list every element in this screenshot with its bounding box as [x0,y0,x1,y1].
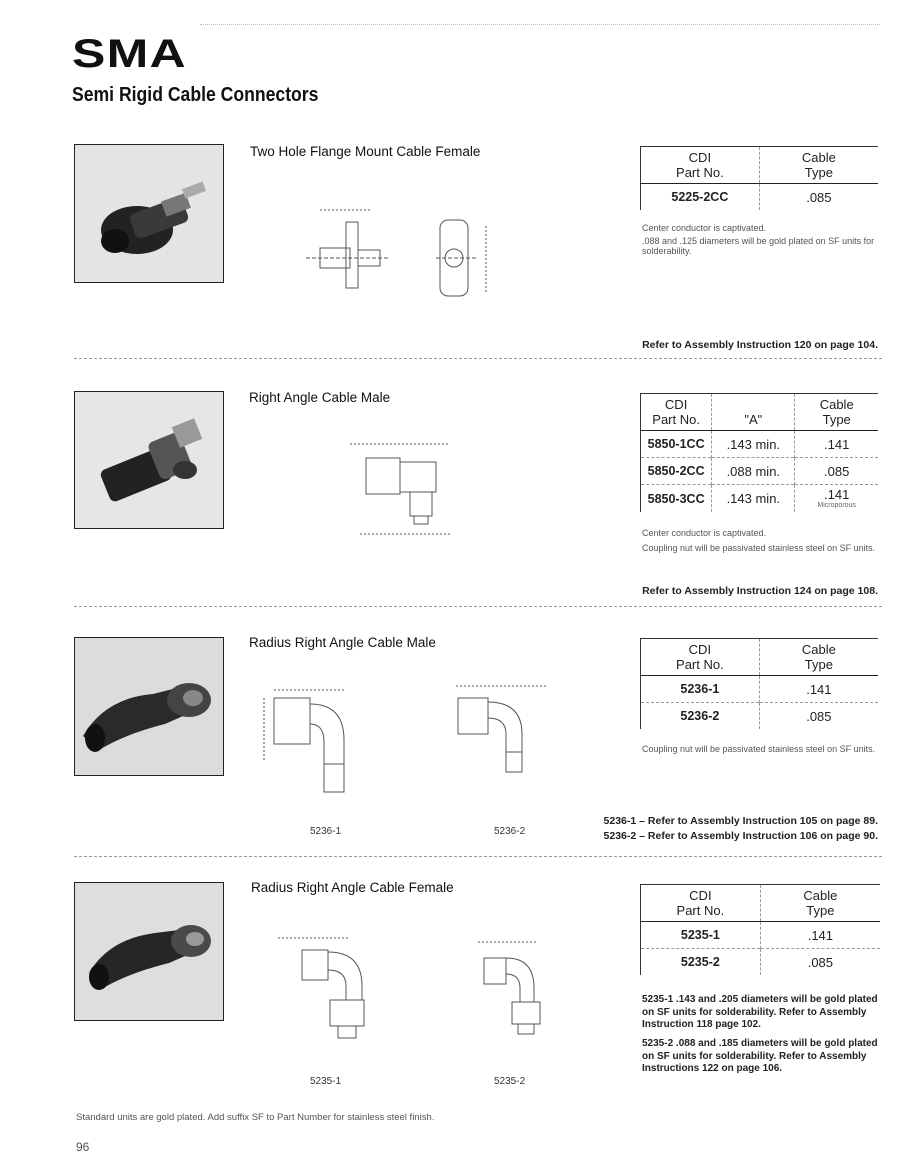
divider [74,856,882,857]
top-rule [200,24,880,25]
table-row: 5850-1CC .143 min. .141 [641,431,879,458]
spec-table: CDI Part No. Cable Type 5225-2CC .085 [640,146,878,210]
technical-drawing [268,928,388,1068]
note: .088 and .125 diameters will be gold plated on SF units for solderability. [642,236,875,256]
page-number: 96 [76,1140,90,1154]
table-row: 5850-2CC .088 min. .085 [641,458,879,485]
assembly-reference: 5236-2 – Refer to Assembly Instruction 106 on page 90. [603,830,878,842]
note: Center conductor is captivated. [642,528,767,538]
table-row: 5236-1 .141 [641,676,879,703]
table-row: 5225-2CC .085 [641,184,879,211]
connector-photo-1 [74,144,224,283]
figure-caption: 5235-1 [310,1076,342,1087]
section-title: Radius Right Angle Cable Male [249,635,436,650]
spec-table: CDI Part No. Cable Type 5236-1 .141 5236-2 .085 [640,638,878,729]
note: Center conductor is captivated. [642,223,767,233]
note: Coupling nut will be passivated stainless steel on SF units. [642,744,876,754]
connector-photo-3 [74,637,224,776]
figure-caption: 5236-1 [310,826,342,837]
table-row: 5236-2 .085 [641,703,879,730]
section-title: Radius Right Angle Cable Female [251,880,454,895]
footer-note: Standard units are gold plated. Add suffix SF to Part Number for stainless steel finish. [76,1112,435,1123]
connector-photo-4 [74,882,224,1021]
table-row: 5850-3CC .143 min. .141 Microporous [641,485,879,513]
assembly-reference: Refer to Assembly Instruction 124 on page 108. [642,585,878,597]
spec-table: CDI Part No. Cable Type 5235-1 .141 5235-2 .085 [640,884,880,975]
figure-caption: 5236-2 [494,826,526,837]
note: Coupling nut will be passivated stainless steel on SF units. [642,543,876,553]
connector-photo-2 [74,391,224,529]
brand-title: SMA [72,32,187,76]
page-title: Semi Rigid Cable Connectors [72,84,319,106]
technical-drawing [296,196,516,318]
assembly-reference: Refer to Assembly Instruction 120 on page 104. [642,339,878,351]
note: 5235-1 .143 and .205 diameters will be gold plated on SF units for solderability. Refer to Assembly Instruction 118 page 102. [642,994,878,1030]
technical-drawing [340,434,460,544]
assembly-reference: 5236-1 – Refer to Assembly Instruction 105 on page 89. [603,815,878,827]
technical-drawing [244,672,384,812]
table-row: 5235-2 .085 [641,949,881,976]
technical-drawing [408,934,558,1064]
spec-table: CDI Part No. "A" Cable Type 5850-1CC .143 min. .141 5850-2CC .088 min. .085 5850-3CC .143 min. .141 Microporous [640,393,878,512]
table-row: 5235-1 .141 [641,922,881,949]
section-title: Two Hole Flange Mount Cable Female [250,144,481,159]
figure-caption: 5235-2 [494,1076,526,1087]
note: 5235-2 .088 and .185 diameters will be gold plated on SF units for solderability. Refer to Assembly Instructions 122 on page 106. [642,1038,878,1074]
technical-drawing [446,672,556,782]
section-title: Right Angle Cable Male [249,390,391,405]
divider [74,358,882,359]
divider [74,606,882,607]
